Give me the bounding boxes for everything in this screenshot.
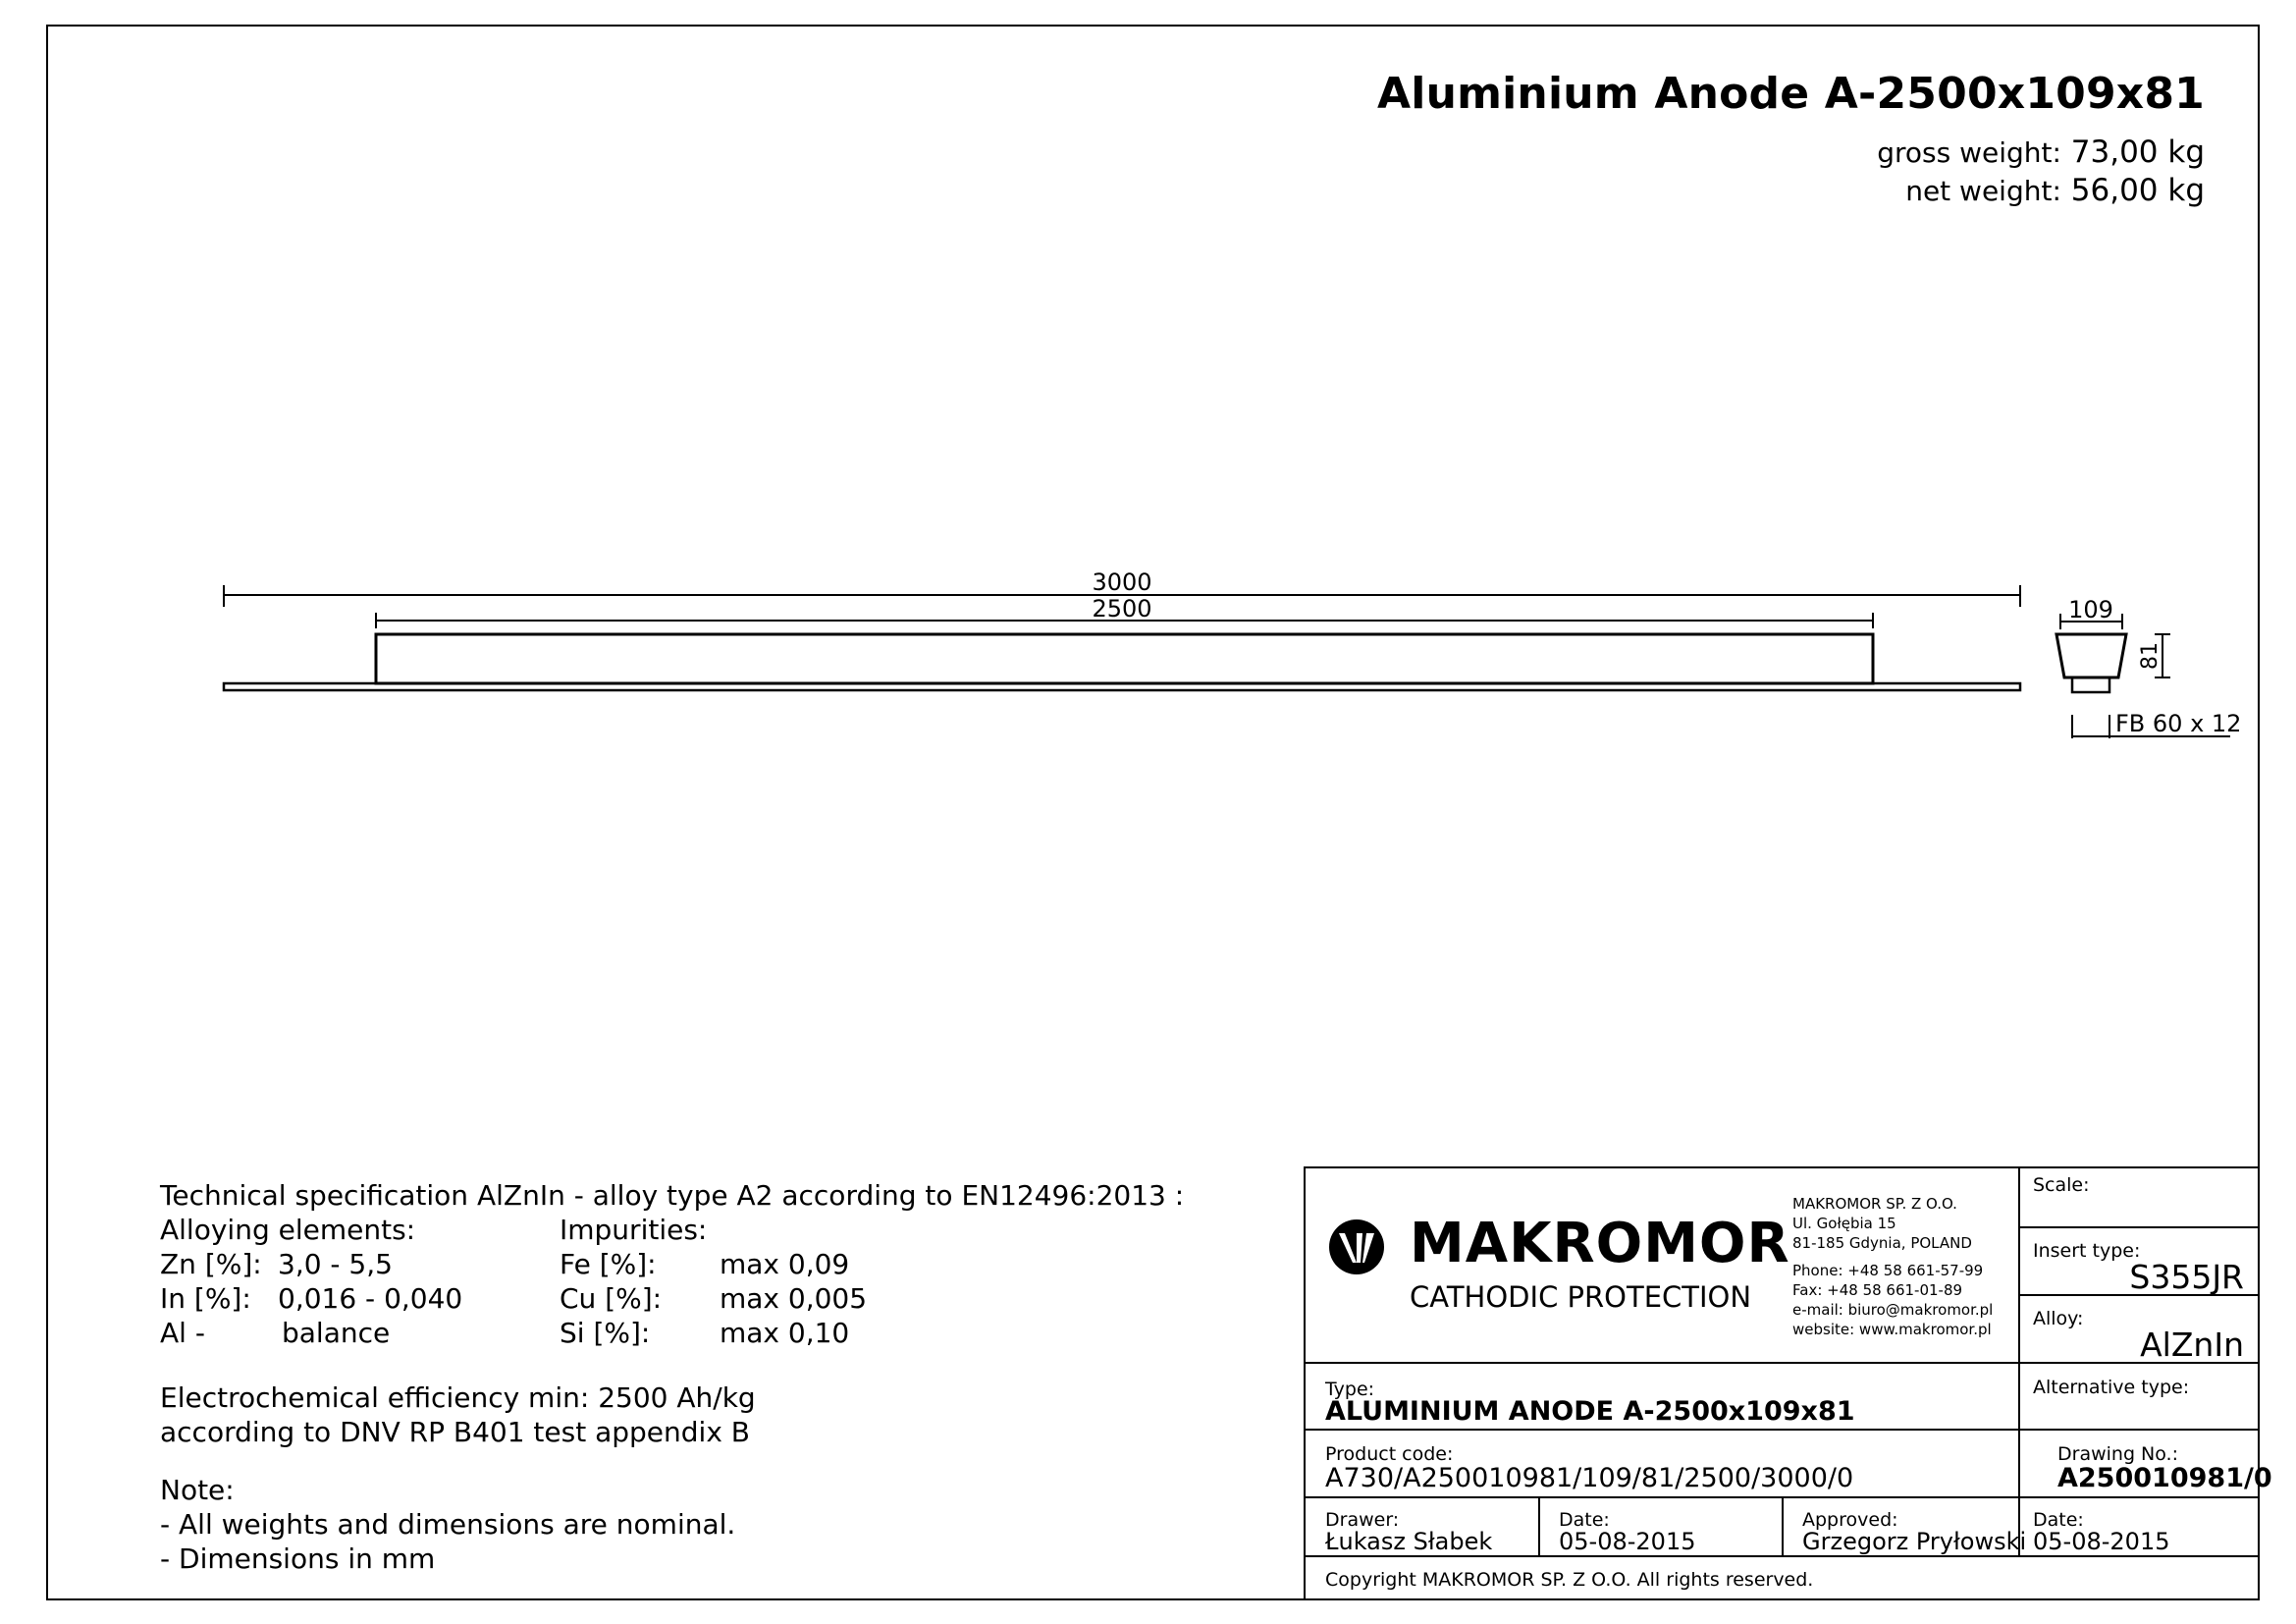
company-logo-text: MAKROMOR [1410,1212,1790,1275]
alloy-label: Alloy: [2033,1308,2084,1329]
copyright-notice: Copyright MAKROMOR SP. Z O.O. All rights reserved. [1325,1569,1814,1591]
alloy-element-in: In [%]: [160,1282,251,1315]
drawing-no-value: A250010981/0 [2057,1463,2272,1493]
gross-weight-label: gross weight: [1877,136,2061,169]
insert-type-value: S355JR [2129,1258,2244,1296]
approved-value: Grzegorz Pryłowski [1802,1528,2027,1555]
drawer-date-label: Date: [1559,1509,1610,1531]
address-line: e-mail: biuro@makromor.pl [1792,1301,1994,1319]
drawing-title: Aluminium Anode A-2500x109x81 [1377,69,2205,119]
note-item-2: - Dimensions in mm [160,1543,436,1575]
type-label: Type: [1325,1379,1375,1400]
efficiency-line-2: according to DNV RP B401 test appendix B [160,1416,751,1448]
title-block [1304,1166,2272,1600]
address-line: MAKROMOR SP. Z O.O. [1792,1195,1957,1213]
net-weight-label: net weight: [1905,175,2061,207]
alloy-value-al: balance [282,1317,391,1349]
approved-date-label: Date: [2033,1509,2084,1531]
drawing-no-label: Drawing No.: [2057,1443,2178,1465]
insert-callout-label: FB 60 x 12 [2115,710,2242,737]
dim-label-anode-length: 2500 [1092,595,1152,623]
drawer-date-value: 05-08-2015 [1559,1528,1696,1555]
alloy-element-al: Al - [160,1317,205,1349]
alternative-type-label: Alternative type: [2033,1377,2190,1398]
insert-flat-bar [224,683,2020,690]
spec-heading: Technical specification AlZnIn - alloy type A2 according to EN12496:2013 : [160,1179,1185,1212]
company-address [1792,1194,1993,1339]
type-value: ALUMINIUM ANODE A-2500x109x81 [1325,1396,1855,1427]
impurity-element-cu: Cu [%]: [560,1282,663,1315]
note-heading: Note: [160,1474,235,1506]
dim-label-total-length: 3000 [1092,568,1152,596]
drawer-value: Łukasz Słabek [1325,1528,1493,1555]
address-line: 81-185 Gdynia, POLAND [1792,1234,1972,1252]
impurity-value-fe: max 0,09 [720,1248,850,1280]
insert-type-label: Insert type: [2033,1240,2141,1262]
approved-date-value: 05-08-2015 [2033,1528,2170,1555]
address-line: Ul. Gołębia 15 [1792,1215,1896,1232]
company-subtitle: CATHODIC PROTECTION [1410,1280,1752,1314]
scale-label: Scale: [2033,1174,2090,1196]
impurity-value-si: max 0,10 [720,1317,850,1349]
impurity-value-cu: max 0,005 [720,1282,868,1315]
cross-section-insert [2072,677,2109,692]
makromor-logo-icon [1327,1218,1386,1276]
address-line: Fax: +48 58 661-01-89 [1792,1281,1963,1299]
impurity-element-fe: Fe [%]: [560,1248,657,1280]
drawer-label: Drawer: [1325,1509,1400,1531]
gross-weight-value: 73,00 kg [2070,135,2205,170]
dim-label-width: 109 [2068,596,2113,623]
anode-body [376,634,1873,683]
product-code-value: A730/A250010981/109/81/2500/3000/0 [1325,1463,1854,1493]
impurities-heading: Impurities: [560,1214,708,1246]
alloy-value: AlZnIn [2140,1326,2244,1364]
address-line: website: www.makromor.pl [1792,1321,1992,1338]
approved-label: Approved: [1802,1509,1898,1531]
alloying-heading: Alloying elements: [160,1214,416,1246]
net-weight-value: 56,00 kg [2070,173,2205,208]
address-line: Phone: +48 58 661-57-99 [1792,1262,1984,1279]
note-item-1: - All weights and dimensions are nominal. [160,1508,736,1541]
alloy-value-zn: 3,0 - 5,5 [278,1248,393,1280]
alloy-value-in: 0,016 - 0,040 [278,1282,463,1315]
efficiency-line-1: Electrochemical efficiency min: 2500 Ah/kg [160,1381,756,1414]
impurity-element-si: Si [%]: [560,1317,651,1349]
cross-section-trapezoid [2056,634,2126,677]
product-code-label: Product code: [1325,1443,1454,1465]
alloy-element-zn: Zn [%]: [160,1248,262,1280]
dim-label-height: 81 [2138,642,2163,670]
